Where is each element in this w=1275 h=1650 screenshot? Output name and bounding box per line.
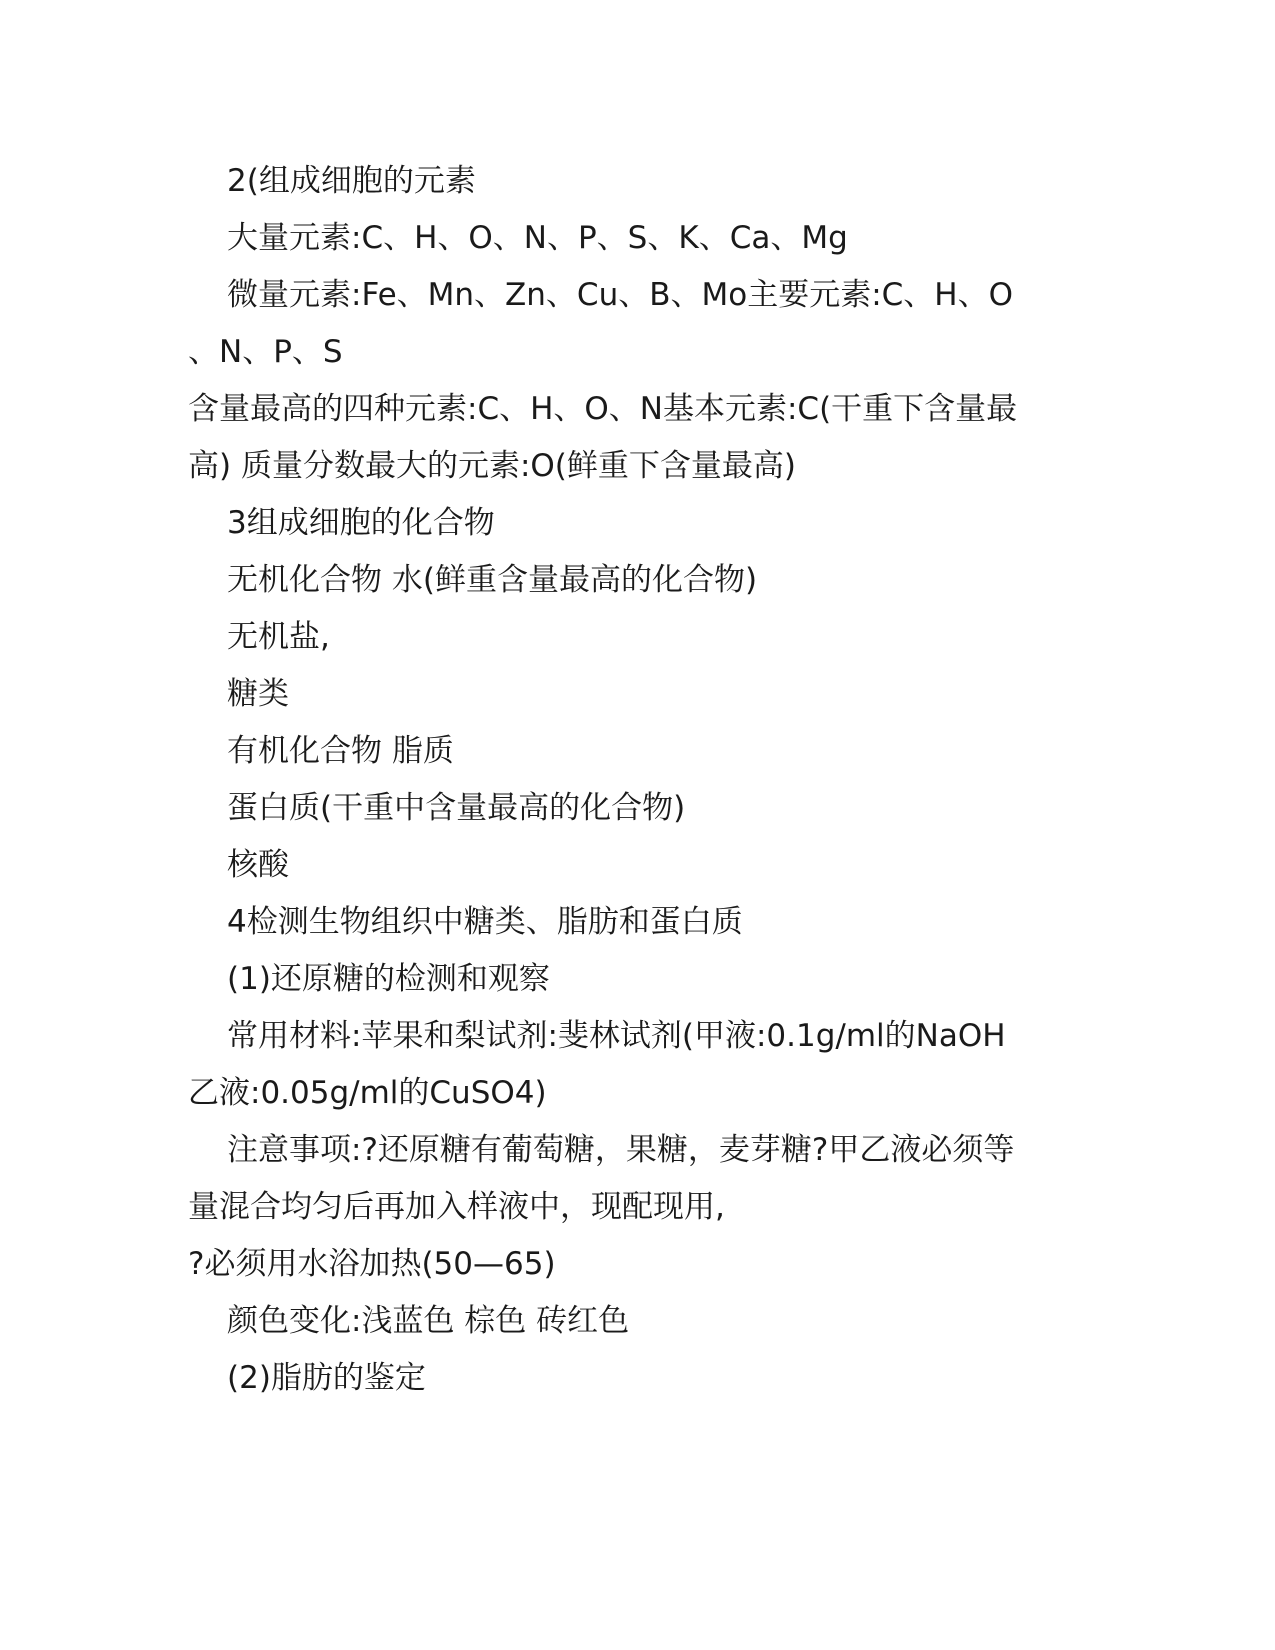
text-line: 含量最高的四种元素:C、H、O、N基本元素:C(干重下含量最 — [188, 391, 1018, 427]
section-heading-detection: 4检测生物组织中糖类、脂肪和蛋白质 — [227, 904, 743, 940]
text-line: 有机化合物 脂质 — [227, 733, 454, 769]
text-line: 蛋白质(干重中含量最高的化合物) — [227, 790, 686, 826]
text-line: 量混合均匀后再加入样液中，现配现用, — [188, 1189, 725, 1225]
text-line: 核酸 — [227, 847, 289, 883]
text-line: 常用材料:苹果和梨试剂:斐林试剂(甲液:0.1g/ml的NaOH — [227, 1018, 1006, 1054]
text-line: 注意事项:?还原糖有葡萄糖，果糖，麦芽糖?甲乙液必须等 — [227, 1132, 1015, 1168]
section-heading-elements: 2(组成细胞的元素 — [227, 163, 476, 199]
text-line: 高) 质量分数最大的元素:O(鲜重下含量最高) — [188, 448, 796, 484]
document-body — [188, 153, 1078, 1407]
text-line: 糖类 — [227, 676, 289, 712]
text-line: ?必须用水浴加热(50—65) — [188, 1246, 556, 1282]
text-line: 颜色变化:浅蓝色 棕色 砖红色 — [227, 1303, 630, 1339]
text-line: 乙液:0.05g/ml的CuSO4) — [188, 1075, 547, 1111]
text-line: 、N、P、S — [188, 334, 343, 370]
subsection-heading-fat: (2)脂肪的鉴定 — [227, 1360, 426, 1396]
text-line: 微量元素:Fe、Mn、Zn、Cu、B、Mo主要元素:C、H、O — [227, 277, 1014, 313]
text-line: 无机化合物 水(鲜重含量最高的化合物) — [227, 562, 758, 598]
subsection-heading-reducing-sugar: (1)还原糖的检测和观察 — [227, 961, 550, 997]
section-heading-compounds: 3组成细胞的化合物 — [227, 505, 495, 541]
text-line: 大量元素:C、H、O、N、P、S、K、Ca、Mg — [227, 220, 848, 256]
text-line: 无机盐, — [227, 619, 330, 655]
